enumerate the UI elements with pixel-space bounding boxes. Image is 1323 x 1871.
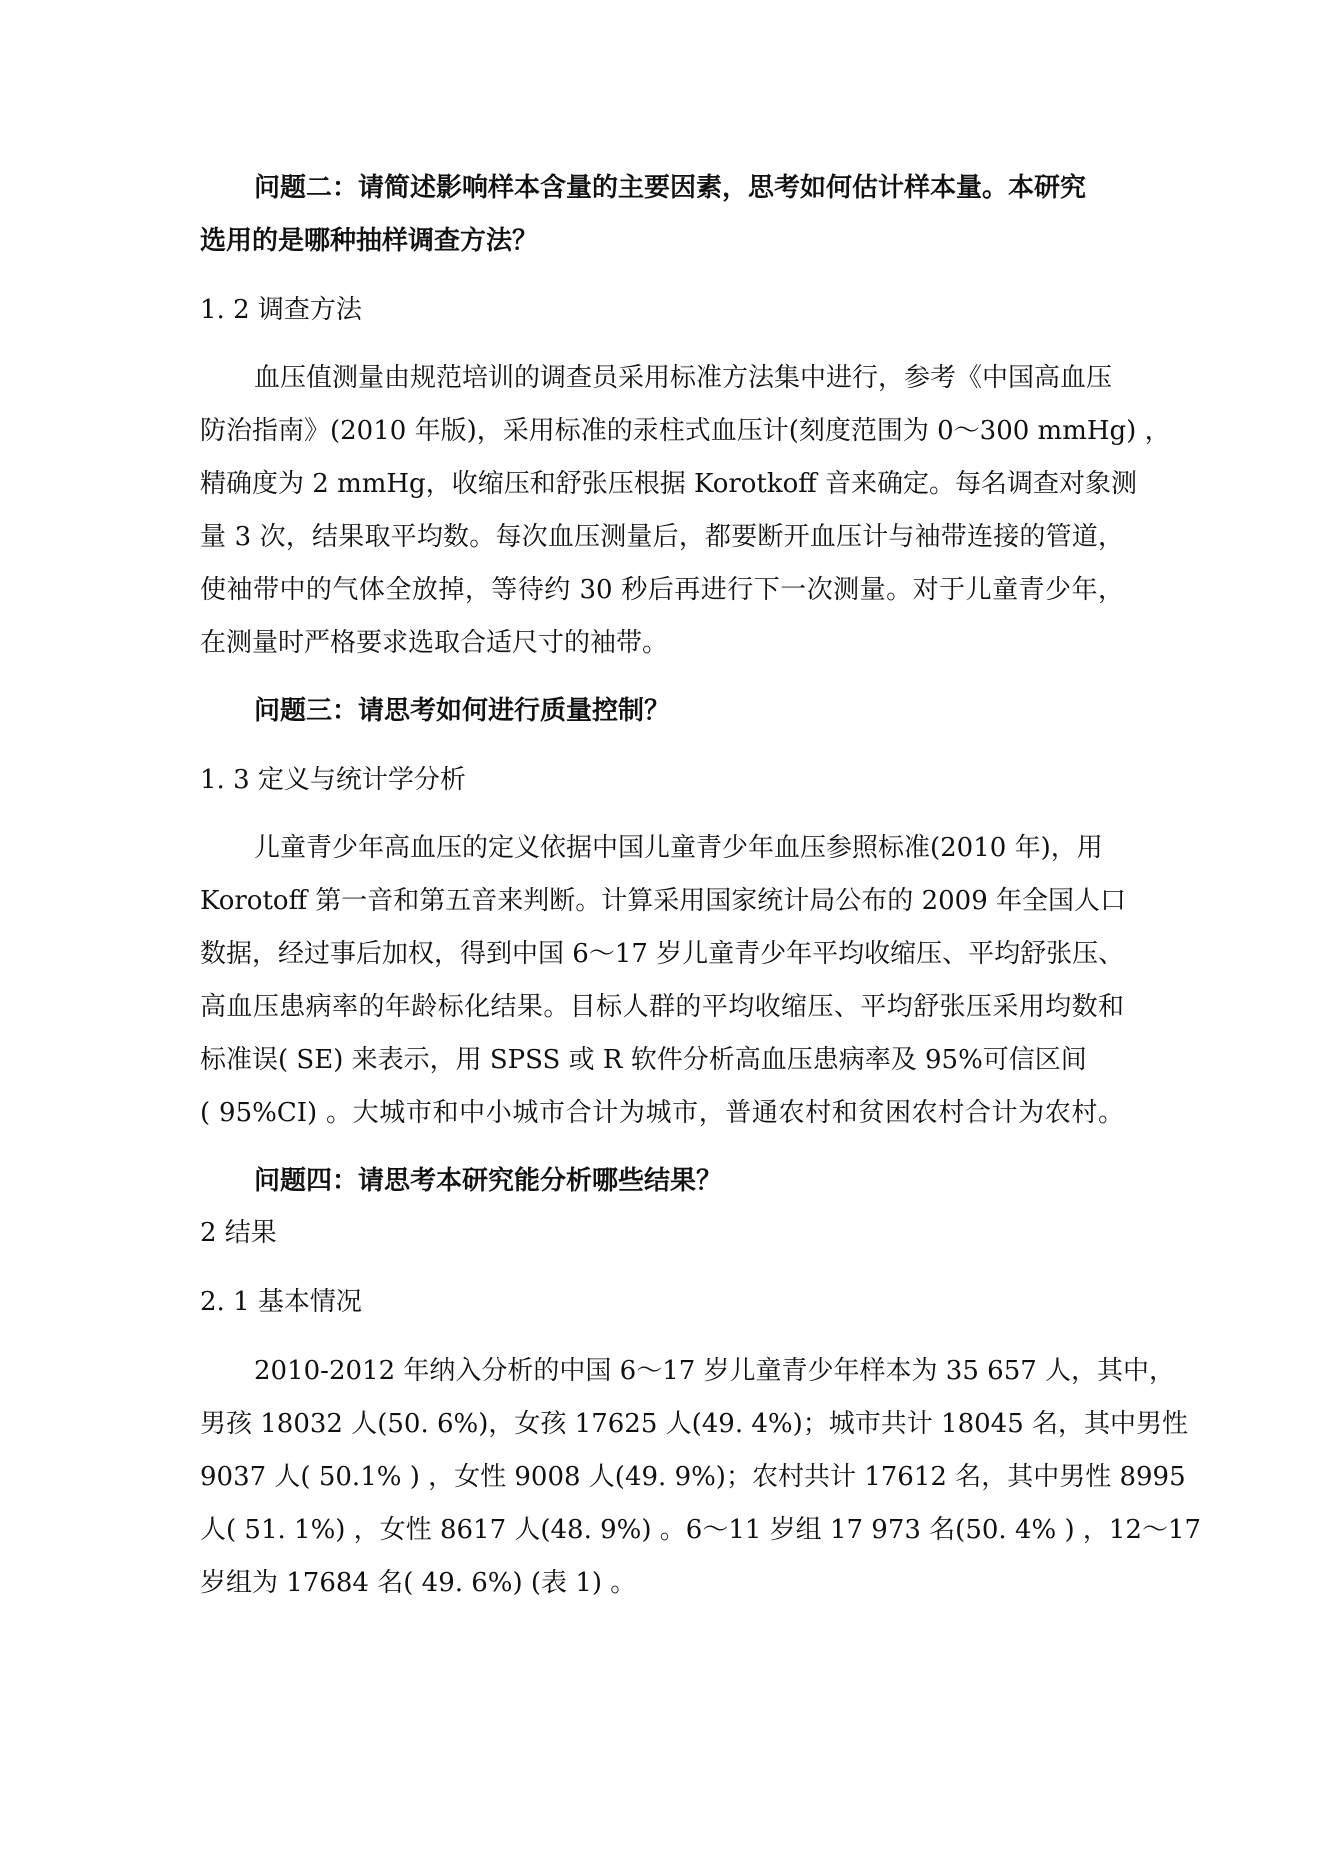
section-1-3-line: 数据，经过事后加权，得到中国 6～17 岁儿童青少年平均收缩压、平均舒张压、 — [200, 939, 1125, 969]
section-2-1-line: 人( 51. 1%) ，女性 8617 人(48. 9%) 。6～11 岁组 17 973 名(50. 4% ) ，12～17 — [200, 1515, 1202, 1545]
section-2-1-heading: 2. 1 基本情况 — [200, 1287, 362, 1317]
section-1-3-line: 标准误( SE) 来表示，用 SPSS 或 R 软件分析高血压患病率及 95%可信区间 — [200, 1045, 1087, 1075]
section-1-2-line: 在测量时严格要求选取合适尺寸的袖带。 — [200, 628, 669, 658]
section-2-1-line: 男孩 18032 人(50. 6%)，女孩 17625 人(49. 4%)；城市共计 18045 名，其中男性 — [200, 1409, 1189, 1439]
section-1-2-heading: 1. 2 调查方法 — [200, 295, 362, 325]
section-1-2-line: 使袖带中的气体全放掉，等待约 30 秒后再进行下一次测量。对于儿童青少年， — [200, 575, 1124, 605]
section-1-3-line: ( 95%CI) 。大城市和中小城市合计为城市，普通农村和贫困农村合计为农村。 — [200, 1098, 1124, 1128]
section-2-1-line: 9037 人( 50.1% ) ，女性 9008 人(49. 9%)；农村共计 17612 名，其中男性 8995 — [200, 1462, 1186, 1492]
section-1-3-line: Korotoff 第一音和第五音来判断。计算采用国家统计局公布的 2009 年全国人口 — [200, 886, 1126, 916]
section-2-heading: 2 结果 — [200, 1218, 277, 1248]
section-2-1-line: 岁组为 17684 名( 49. 6%) (表 1) 。 — [200, 1568, 637, 1598]
question-two-line-1: 问题二：请简述影响样本含量的主要因素，思考如何估计样本量。本研究 — [254, 173, 1087, 203]
section-1-3-line: 儿童青少年高血压的定义依据中国儿童青少年血压参照标准(2010 年)，用 — [254, 833, 1103, 863]
section-1-3-line: 高血压患病率的年龄标化结果。目标人群的平均收缩压、平均舒张压采用均数和 — [200, 992, 1124, 1022]
section-1-3-heading: 1. 3 定义与统计学分析 — [200, 765, 466, 795]
section-1-2-line: 量 3 次，结果取平均数。每次血压测量后，都要断开血压计与袖带连接的管道， — [200, 522, 1124, 552]
section-2-1-line: 2010-2012 年纳入分析的中国 6～17 岁儿童青少年样本为 35 657 人，其中， — [254, 1356, 1176, 1386]
section-1-2-line: 血压值测量由规范培训的调查员采用标准方法集中进行，参考《中国高血压 — [254, 363, 1113, 393]
section-1-2-line: 精确度为 2 mmHg，收缩压和舒张压根据 Korotkoff 音来确定。每名调查对象测 — [200, 469, 1138, 499]
section-1-2-line: 防治指南》(2010 年版)，采用标准的汞柱式血压计(刻度范围为 0～300 mmHg) ， — [200, 416, 1171, 446]
question-three: 问题三：请思考如何进行质量控制？ — [254, 696, 671, 726]
question-four: 问题四：请思考本研究能分析哪些结果？ — [254, 1166, 723, 1196]
question-two-line-2: 选用的是哪种抽样调查方法？ — [200, 226, 539, 256]
